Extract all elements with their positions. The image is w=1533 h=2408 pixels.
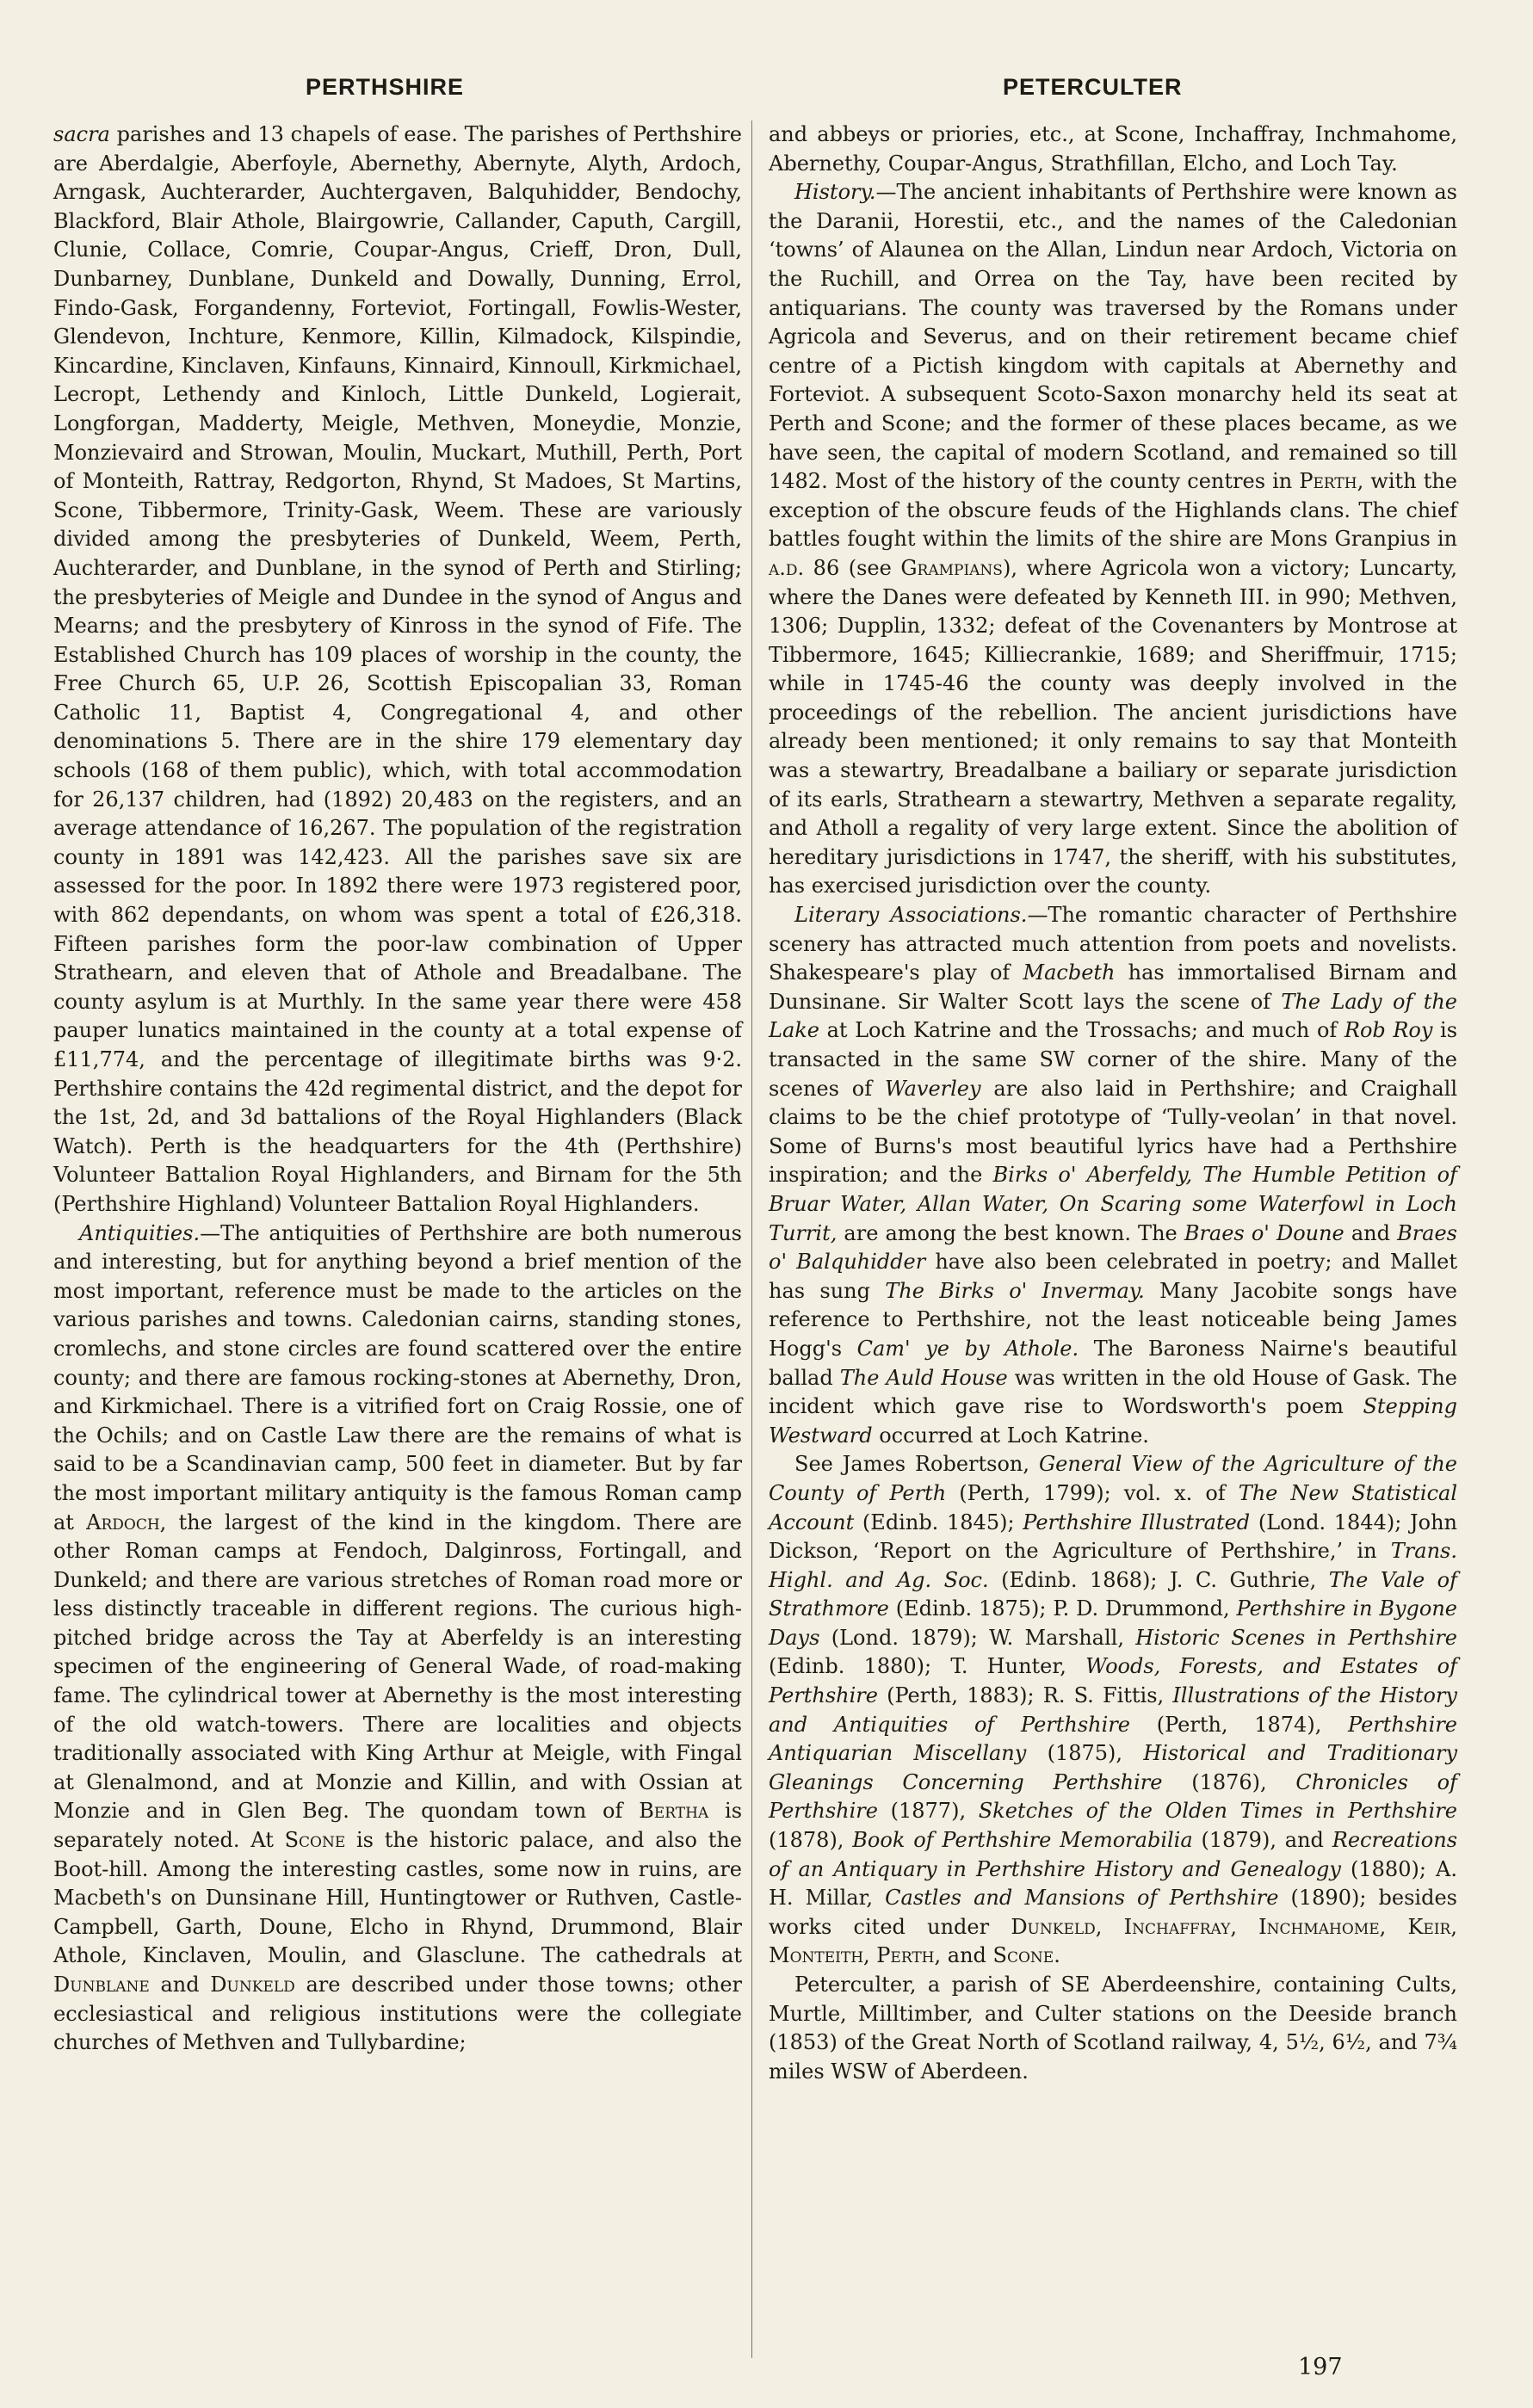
paragraph-text: and: [941, 1943, 993, 1968]
antiquities-paragraph: [53, 1219, 742, 2058]
work-title: Recreations of an Antiquary in Perthshire History and Genealogy: [769, 1828, 1458, 1881]
work-title: Waverley: [885, 1076, 981, 1101]
paragraph-text: are among the best known. The: [837, 1220, 1184, 1245]
paragraph-text: .: [1054, 1943, 1060, 1968]
section-heading: History.: [794, 180, 876, 205]
cross-reference[interactable]: Grampians: [900, 555, 1003, 580]
work-title: The Lady of the Lake: [769, 989, 1457, 1043]
cross-reference[interactable]: Ardoch: [86, 1510, 160, 1534]
work-title: General View of the Agriculture of the County of Perth: [769, 1452, 1457, 1505]
left-column: [53, 120, 742, 2058]
paragraph-text: (Lond. 1879); W. Marshall,: [819, 1625, 1136, 1650]
paragraph-text: The Baroness Nairne's beautiful ballad: [769, 1336, 1457, 1390]
page-number: 197: [1298, 2354, 1343, 2380]
work-title: The Auld House: [839, 1365, 1008, 1390]
cross-reference[interactable]: Dunkeld, Inchaffray, Inchmahome, Keir, Monteith, Perth,: [769, 1914, 1457, 1968]
literary-paragraph: [769, 901, 1457, 1450]
paragraph-text: (Perth, 1883); R. S. Fittis,: [877, 1683, 1173, 1708]
running-head-left: PERTHSHIRE: [306, 74, 465, 100]
work-title: Stepping Westward: [769, 1394, 1457, 1448]
paragraph-text: (Edinb. 1875); P. D. Drummond,: [888, 1596, 1237, 1621]
work-title: Historic Scenes in Perthshire: [1135, 1625, 1457, 1650]
paragraph-text: (1877),: [877, 1799, 979, 1824]
work-title: Castles and Mansions of Perthshire: [885, 1886, 1279, 1911]
column-divider: [751, 120, 752, 2358]
work-title: Sketches of the Olden Times in Perthshire: [978, 1799, 1457, 1824]
paragraph-text: are also laid in Perthshire; and Craighall claims to be the chief prototype of ‘Tully-veolan’ in that novel. Some of Burns's most beautiful lyrics have had a Perthshire inspiration; and the: [769, 1076, 1457, 1188]
paragraph-text: , with the exception of the obscure feuds of the Highlands clans. The chief battles fought within the limits of the shire are Mons Granpius in: [769, 469, 1457, 552]
cross-reference[interactable]: Bertha: [639, 1799, 709, 1824]
paragraph-text: at Loch Katrine and the Trossachs; and much of: [819, 1018, 1344, 1043]
work-title: The Vale of Strathmore: [769, 1567, 1458, 1621]
work-title: Macbeth: [1023, 960, 1116, 985]
paragraph-text: —The antiquities of Perthshire are both numerous and interesting, but for anything beyond a brief mention of the most important, reference must be made to the articles on the various parishes and towns. Caledonian cairns, standing stones, cromlechs, and stone circles are found scattered over the entire county; and there are famous rocking-stones at Abernethy, Dron, and Kirkmichael. There is a vitrified fort on Craig Rossie, one of the Ochils; and on Castle Law there are the remains of what is said to be a Scandinavian camp, 500 feet in diameter. But by far the most important military antiquity is the famous Roman camp at: [53, 1220, 742, 1534]
bibliography-paragraph: [769, 1450, 1457, 1971]
section-heading: Antiquities.: [79, 1220, 201, 1245]
work-title: Perthshire in Bygone Days: [769, 1596, 1458, 1650]
running-head-right: PETERCULTER: [1003, 74, 1183, 100]
paragraph-text: Many Jacobite songs have reference to Perthshire, not the least noticeable being James Hogg's: [769, 1278, 1458, 1361]
cross-reference[interactable]: Perth: [1299, 469, 1357, 494]
paragraph-text: (1876),: [1162, 1769, 1296, 1794]
work-title: The New Statistical Account: [769, 1480, 1457, 1534]
work-title: Woods, Forests, and Estates of Perthshire: [769, 1654, 1457, 1708]
paragraph-text: (1879), and: [1192, 1828, 1332, 1853]
cross-reference[interactable]: Scone: [284, 1828, 346, 1853]
work-title: Chronicles of Perthshire: [769, 1769, 1457, 1824]
work-title: Braes o' Doune: [1184, 1220, 1344, 1245]
work-title: Perthshire Antiquarian Miscellany: [769, 1712, 1458, 1766]
paragraph-text: (Edinb. 1880); T. Hunter,: [769, 1654, 1086, 1679]
cross-reference[interactable]: Dunkeld: [210, 1973, 295, 1997]
paragraph-text: a parish of SE Aberdeenshire, containing Cults, Murtle, Milltimber, and Culter stations on the Deeside branch (1853) of the Great North of Scotland railway, 4, 5½, 6½, and 7¾ miles WSW of Aberdeen.: [769, 1973, 1457, 2084]
paragraph-text: has immortalised Birnam and Dunsinane. Sir Walter Scott lays the scene of: [769, 960, 1458, 1014]
abbeys-paragraph: and abbeys or priories, etc., at Scone, Inchaffray, Inchmahome, Abernethy, Coupar-Angus, Strathfillan, Elcho, and Loch Tay.: [769, 122, 1457, 176]
work-title: Birks o' Aberfeldy, The Humble Petition of Bruar Water, Allan Water, On Scaring some Waterfowl in Loch Turrit,: [769, 1163, 1457, 1245]
paragraph-text: (1890); besides works cited under: [769, 1886, 1457, 1939]
paragraph-text: —The ancient inhabitants of Perthshire were known as the Daranii, Horestii, etc., and the names of the Caledonian ‘towns’ of Alaunea on the Allan, Lindun near Ardoch, Victoria on the Ruchill, and Orrea on the Tay, have been recited by antiquarians. The county was traversed by the Romans under Agricola and Severus, and on their retirement became chief centre of a Pictish kingdom with capitals at Abernethy and Forteviot. A subsequent Scoto-Saxon monarchy held its seat at Perth and Scone; and the former of these places became, as we have seen, the capital of modern Scotland, and remained so till 1482. Most of the history of the county centres in: [769, 180, 1457, 494]
paragraph-text: (1878),: [769, 1828, 853, 1853]
peterculter-entry: [769, 1971, 1457, 2086]
paragraph-text: and: [149, 1973, 211, 1997]
cross-reference[interactable]: Dunblane: [53, 1973, 150, 1997]
cross-reference[interactable]: Scone: [992, 1943, 1054, 1968]
paragraph-text: —The romantic character of Perthshire scenery has attracted much attention from poets and novelists. Shakespeare's play of: [769, 903, 1457, 985]
era-abbreviation: a.d.: [769, 555, 805, 580]
history-paragraph: [769, 178, 1457, 901]
paragraph-text: was written in the old House of Gask. The incident which gave rise to Wordsworth's poem: [769, 1365, 1458, 1419]
paragraph-text: (Edinb. 1868); J. C. Guthrie,: [988, 1567, 1329, 1592]
entry-headword: Peterculter,: [794, 1973, 917, 1997]
paragraph-text: have also been celebrated in poetry; and Mallet has sung: [769, 1250, 1457, 1303]
paragraph-text: See James Robertson,: [794, 1452, 1039, 1477]
paragraph-text: (1875),: [1026, 1741, 1144, 1766]
paragraph-text: ), where Agricola won a victory; Luncarty, where the Danes were defeated by Kenneth III. in 990; Methven, 1306; Dupplin, 1332; defeat of the Covenanters by Montrose at Tibbermore, 1645; Killiecrankie, 1689; and Sheriffmuir, 1715; while in 1745-46 the county was deeply involved in the proceedings of the rebellion. The ancient jurisdictions have already been mentioned; it only remains to say that Monteith was a stewartry, Breadalbane a bailiary or separate jurisdiction of its earls, Strathearn a stewartry, Methven a separate regality, and Atholl a regality of very large extent. Since the abolition of hereditary jurisdictions in 1747, the sheriff, with his substitutes, has exercised jurisdiction over the county.: [769, 555, 1457, 898]
paragraph-text: (Edinb. 1845);: [854, 1510, 1023, 1534]
section-heading: Literary Associations.: [794, 903, 1028, 928]
work-title: Book of Perthshire Memorabilia: [852, 1828, 1193, 1853]
paragraph-text: are described under those towns; other ecclesiastical and religious institutions were the collegiate churches of Methven and Tullybardine;: [53, 1973, 743, 2055]
paragraph-text: is the historic palace, and also the Boot-hill. Among the interesting castles, some now in ruins, are Macbeth's on Dunsinane Hill, Huntingtower or Ruthven, Castle-Campbell, Garth, Doune, Elcho in Rhynd, Drummond, Blair Athole, Kinclaven, Moulin, and Glasclune. The cathedrals at: [53, 1828, 742, 1968]
work-title: Perthshire Illustrated: [1023, 1510, 1251, 1534]
work-title: The Birks o' Invermay.: [885, 1278, 1145, 1303]
paragraph-text: (Lond. 1844); John Dickson, ‘Report on the Agriculture of Perthshire,’ in: [769, 1510, 1457, 1564]
paragraph-text: , the largest of the kind in the kingdom. There are other Roman camps at Fendoch, Dalginross, Fortingall, and Dunkeld; and there are various stretches of Roman road more or less distinctly traceable in different regions. The curious high-pitched bridge across the Tay at Aberfeldy is an interesting specimen of the engineering of General Wade, of road-making fame. The cylindrical tower at Abernethy is the most interesting of the old watch-towers. There are localities and objects traditionally associated with King Arthur at Meigle, with Fingal at Glenalmond, and at Monzie and Killin, and with Ossian at Monzie and in Glen Beg. The quondam town of: [53, 1510, 742, 1824]
paragraph-text: is transacted in the same SW corner of the shire. Many of the scenes of: [769, 1018, 1458, 1101]
work-title: Rob Roy: [1344, 1018, 1433, 1043]
parishes-paragraph: [53, 120, 742, 1219]
work-title: Cam' ye by Athole.: [856, 1336, 1079, 1361]
work-title: Historical and Traditionary Gleanings Concerning Perthshire: [769, 1741, 1457, 1794]
work-title: Illustrations of the History and Antiquities of Perthshire: [769, 1683, 1457, 1737]
paragraph-text: is separately noted. At: [53, 1799, 743, 1853]
work-title: Braes o' Balquhidder: [769, 1220, 1457, 1275]
right-column: [769, 120, 1457, 2086]
paragraph-text: 86 (see: [804, 555, 901, 580]
italic-word: sacra: [53, 122, 110, 146]
paragraph-text: (Perth, 1874),: [1130, 1712, 1349, 1737]
paragraph-text: parishes and 13 chapels of ease. The parishes of Perthshire are Aberdalgie, Aberfoyle, Abernethy, Abernyte, Alyth, Ardoch, Arngask, Auchterarder, Auchtergaven, Balquhidder, Bendochy, Blackford, Blair Athole, Blairgowrie, Callander, Caputh, Cargill, Clunie, Collace, Comrie, Coupar-Angus, Crieff, Dron, Dull, Dunbarney, Dunblane, Dunkeld and Dowally, Dunning, Errol, Findo-Gask, Forgandenny, Forteviot, Fortingall, Fowlis-Wester, Glendevon, Inchture, Kenmore, Killin, Kilmadock, Kilspindie, Kincardine, Kinclaven, Kinfauns, Kinnaird, Kinnoull, Kirkmichael, Lecropt, Lethendy and Kinloch, Little Dunkeld, Logierait, Longforgan, Madderty, Meigle, Methven, Moneydie, Monzie, Monzievaird and Strowan, Moulin, Muckart, Muthill, Perth, Port of Monteith, Rattray, Redgorton, Rhynd, St Madoes, St Martins, Scone, Tibbermore, Trinity-Gask, Weem. These are variously divided among the presbyteries of Dunkeld, Weem, Perth, Auchterarder, and Dunblane, in the synod of Perth and Stirling; the presbyteries of Meigle and Dundee in the synod of Angus and Mearns; and the presbytery of Kinross in the synod of Fife. The Established Church has 109 places of worship in the county, the Free Church 65, U.P. 26, Scottish Episcopalian 33, Roman Catholic 11, Baptist 4, Congregational 4, and other denominations 5. There are in the shire 179 elementary day schools (168 of them public), which, with total accommodation for 26,137 children, had (1892) 20,483 on the registers, and an average attendance of 16,267. The population of the registration county in 1891 was 142,423. All the parishes save six are assessed for the poor. In 1892 there were 1973 registered poor, with 862 dependants, on whom was spent a total of £26,318. Fifteen parishes form the poor-law combination of Upper Strathearn, and eleven that of Athole and Breadalbane. The county asylum is at Murthly. In the same year there were 458 pauper lunatics maintained in the county at a total expense of £11,774, and the percentage of illegitimate births was 9·2. Perthshire contains the 42d regimental district, and the depot for the 1st, 2d, and 3d battalions of the Royal Highlanders (Black Watch). Perth is the headquarters for the 4th (Perthshire) Volunteer Battalion Royal Highlanders, and Birnam for the 5th (Perthshire Highland) Volunteer Battalion Royal Highlanders.: [53, 122, 742, 1216]
work-title: Trans. Highl. and Ag. Soc.: [769, 1539, 1457, 1592]
paragraph-text: occurred at Loch Katrine.: [872, 1423, 1149, 1448]
paragraph-text: (Perth, 1799); vol. x. of: [946, 1480, 1239, 1505]
paragraph-text: (1880); A. H. Millar,: [769, 1856, 1458, 1911]
paragraph-text: and: [1344, 1220, 1398, 1245]
